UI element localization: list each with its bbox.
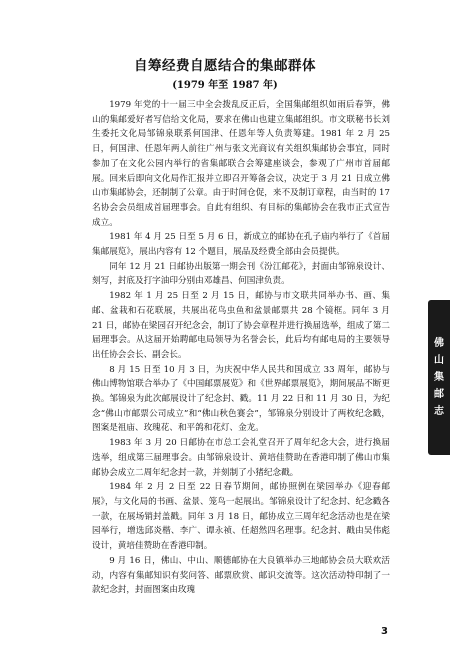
- paragraph: 1984 年 2 月 2 日至 22 日春节期间，邮协照例在梁园举办《迎春邮展》，与文化局的书画、盆景、笼鸟一起展出。邹锦泉设计了纪念封、纪念戳各一款，在展场销封盖戳。同年 3 月 18 日，邮协成立三周年纪念活动也是在梁园举行，增选邱炎楷、李广、谭永祯、任超然四名理事。纪念封、戳由吴伟彪设计，黄培佳赞助在香港印制。: [92, 482, 390, 552]
- side-tab-char: 志: [434, 405, 444, 417]
- side-tab-char: 山: [434, 354, 444, 366]
- chapter-side-tab: [428, 300, 450, 455]
- paragraph: 9 月 16 日，佛山、中山、顺德邮协在大良镇举办三地邮协会员大联欢活动，内容有集邮知识有奖问答、邮票欣赏、邮识交流等。这次活动特印制了一款纪念封，封面图案由玫瑰: [92, 555, 390, 596]
- body-text: [92, 98, 390, 598]
- page-number: 3: [381, 626, 388, 637]
- side-tab-char: 集: [434, 371, 444, 383]
- paragraph: 1983 年 3 月 20 日邮协在市总工会礼堂召开了周年纪念大会，进行换届选举，组成第三届理事会。由邹锦泉设计、黄培佳赞助在香港印制了佛山市集邮协会成立二周年纪念封一款，并刻制了小猪纪念戳。: [92, 438, 390, 478]
- side-tab-char: 佛: [434, 337, 444, 349]
- paragraph: 1982 年 1 月 25 日至 2 月 15 日，邮协与市文联共同举办书、画、集邮、盆栽和石花联展，共展出花鸟虫鱼和盆景邮票共 28 个镜框。同年 3 月 21 日，邮协在梁园召开纪念会，制订了协会章程并进行换届选举，组成了第二届理事会。从这届开始聘邮电局领导为名誉会长，此后均有邮电局的主要领导出任协会会长、副会长。: [92, 291, 390, 360]
- page-title: 自筹经费自愿结合的集邮群体: [134, 58, 316, 74]
- paragraph: 同年 12 月 21 日邮协出版第一期会刊《汾江邮花》，封面由邹锦泉设计、刻写，封底及打字油印分别由邓雄昌、何国津负责。: [92, 261, 390, 287]
- side-tab-char: 邮: [434, 388, 444, 400]
- paragraph: 1981 年 4 月 25 日至 5 月 6 日，新成立的邮协在孔子庙内举行了《首届集邮展览》，展出内容有 12 个题目，展品及经费全部由会员提供。: [92, 232, 390, 258]
- page-subtitle: (1979 年至 1987 年): [172, 80, 278, 91]
- paragraph: 1979 年党的十一届三中全会拨乱反正后，全国集邮组织如雨后春笋，佛山的集邮爱好者写信给文化局，要求在佛山也建立集邮组织。市文联秘书长刘生委托文化局邹锦泉联系何国津、任恩年等人负责筹建。1981 年 2 月 25 日，何国津、任恩年两人前往广州与张文光商议有关组织集邮协会事宜，同时参加了在文化公园内举行的省集邮联合会筹建座谈会，参观了广州市首届邮展。回来后即向文化局作汇报并立即召开筹备会议，决定于 3 月 21 日成立佛山市集邮协会，还制制了公章。由于时间仓促，来不及制订章程，由当时的 17 名协会会员组成首届理事会。自此有组织、有目标的集邮协会在我市正式宣告成立。: [92, 100, 390, 228]
- paragraph: 8 月 15 日至 10 月 3 日，为庆祝中华人民共和国成立 33 周年，邮协与佛山博物馆联合举办了《中国邮票展览》和《世界邮票展览》，期间展品不断更换。邹锦泉为此次邮展设计了纪念封、戳。11 月 22 日和 11 月 30 日，为纪念“佛山市邮票公司成立”和“佛山秋色赛会”，邹锦泉分别设计了两枚纪念戳，图案是祖庙、玫瑰花、和平鸽和花灯、金龙。: [92, 364, 390, 434]
